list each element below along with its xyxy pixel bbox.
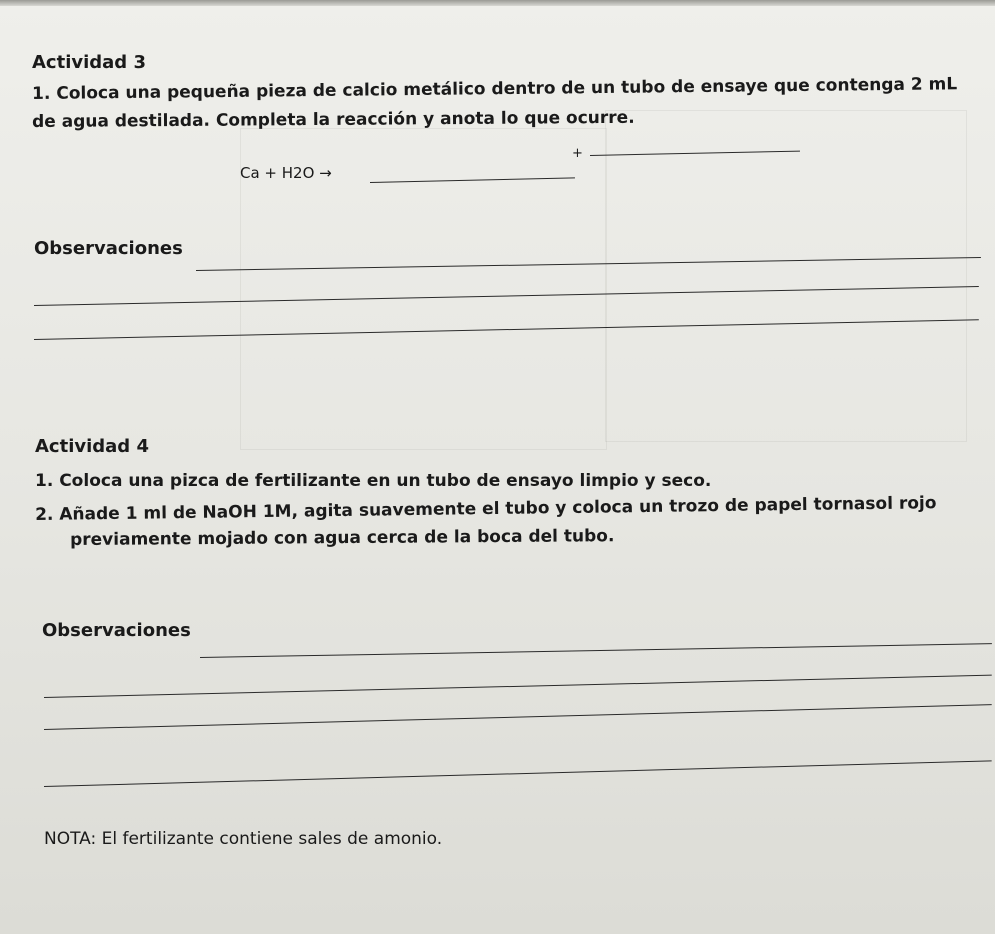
- observation-answer-line[interactable]: [200, 643, 992, 658]
- activity4-title: Actividad 4: [35, 436, 149, 457]
- activity4-note: NOTA: El fertilizante contiene sales de amonio.: [44, 829, 443, 849]
- equation-plus-sign: +: [572, 146, 583, 161]
- activity3-instruction-line2: de agua destilada. Completa la reacción y anota lo que ocurre.: [32, 107, 635, 132]
- observation-answer-line[interactable]: [44, 760, 992, 787]
- observation-answer-line[interactable]: [44, 704, 992, 730]
- activity3-observations-label: Observaciones: [34, 238, 183, 259]
- activity4-step2-line2: previamente mojado con agua cerca de la boca del tubo.: [70, 526, 615, 550]
- bleed-through-box: [605, 110, 967, 442]
- activity4-observations-label: Observaciones: [42, 620, 191, 641]
- observation-answer-line[interactable]: [44, 675, 992, 698]
- activity4-step2-line1: 2. Añade 1 ml de NaOH 1M, agita suavemente el tubo y coloca un trozo de papel tornasol rojo: [35, 493, 937, 525]
- page-top-edge: [0, 0, 995, 6]
- activity3-instruction-line1: 1. Coloca una pequeña pieza de calcio metálico dentro de un tubo de ensaye que contenga 2 mL: [32, 74, 958, 104]
- activity4-step1: 1. Coloca una pizca de fertilizante en un tubo de ensayo limpio y seco.: [35, 471, 712, 491]
- equation-reactants: Ca + H2O →: [240, 164, 332, 182]
- activity3-title: Actividad 3: [32, 52, 146, 73]
